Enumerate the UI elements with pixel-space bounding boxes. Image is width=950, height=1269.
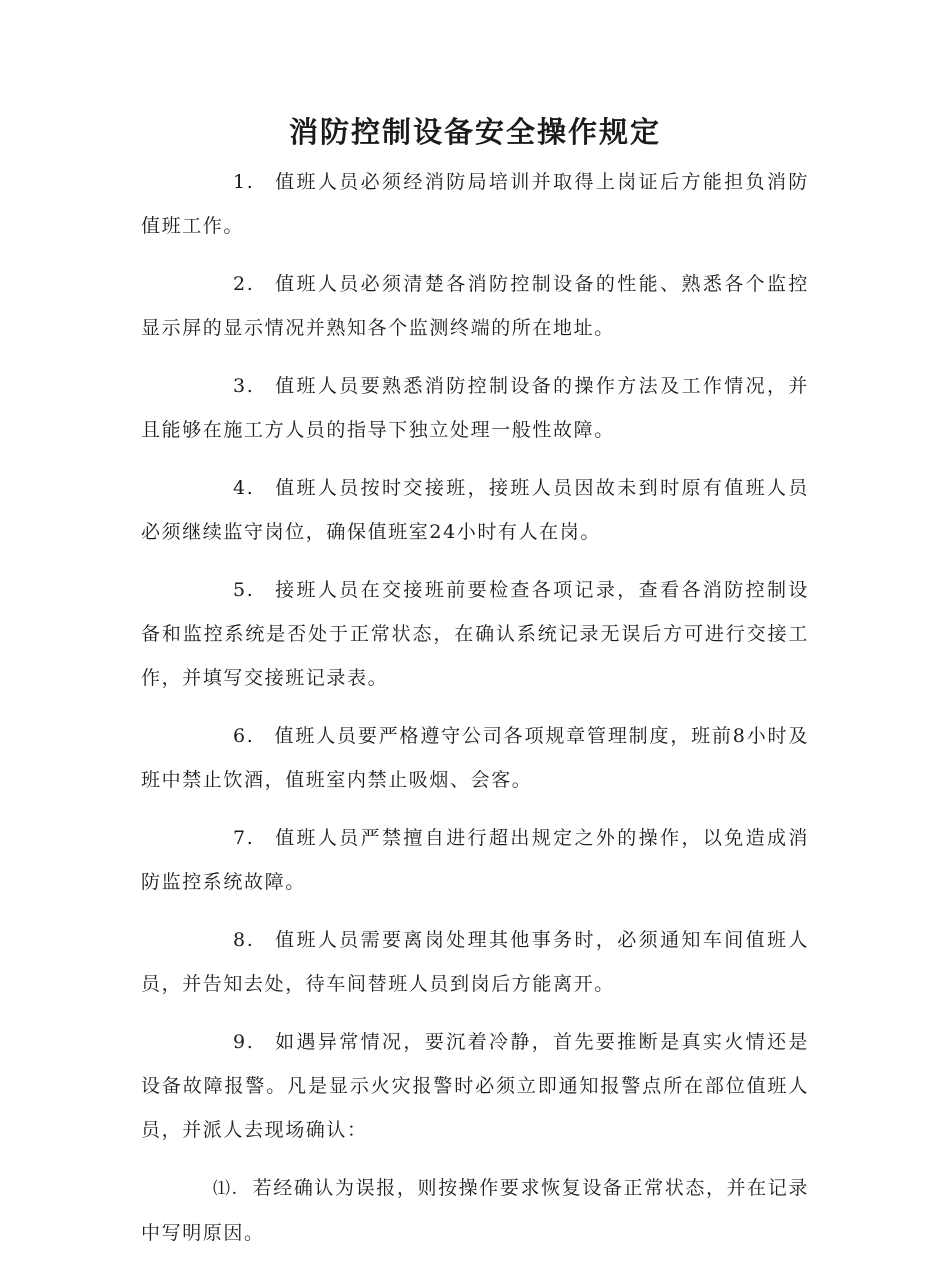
paragraph-number: 2. (233, 273, 255, 295)
paragraph-text: 值班人员要严格遵守公司各项规章管理制度，班前8小时及班中禁止饮酒，值班室内禁止吸烟、会客。 (141, 725, 809, 791)
paragraph-3 (141, 364, 809, 452)
paragraph-number: 1. (233, 171, 255, 193)
paragraph-number: ⑴. (213, 1179, 239, 1199)
paragraph-text: 值班人员必须清楚各消防控制设备的性能、熟悉各个监控显示屏的显示情况并熟知各个监测终端的所在地址。 (141, 273, 809, 339)
paragraph-7 (141, 816, 809, 904)
paragraph-6 (141, 714, 809, 802)
paragraph-number: 8. (233, 929, 255, 951)
paragraph-text: 若经确认为误报，则按操作要求恢复设备正常状态，并在记录中写明原因。 (141, 1177, 809, 1244)
paragraph-5 (141, 568, 809, 700)
paragraph-number: 7. (233, 827, 255, 849)
paragraph-number: 3. (233, 375, 255, 397)
paragraph-number: 9. (233, 1031, 255, 1053)
paragraph-text: 值班人员按时交接班，接班人员因故未到时原有值班人员必须继续监守岗位，确保值班室24小时有人在岗。 (141, 477, 809, 543)
paragraph-2 (141, 262, 809, 350)
paragraph-text: 值班人员严禁擅自进行超出规定之外的操作，以免造成消防监控系统故障。 (141, 827, 809, 893)
paragraph-1 (141, 160, 809, 248)
paragraph-8 (141, 918, 809, 1006)
paragraph-text: 值班人员要熟悉消防控制设备的操作方法及工作情况，并且能够在施工方人员的指导下独立处理一般性故障。 (141, 375, 809, 441)
paragraph-text: 值班人员需要离岗处理其他事务时，必须通知车间值班人员，并告知去处，待车间替班人员到岗后方能离开。 (141, 929, 809, 995)
paragraph-text: 接班人员在交接班前要检查各项记录，查看各消防控制设备和监控系统是否处于正常状态，在确认系统记录无误后方可进行交接工作，并填写交接班记录表。 (141, 579, 809, 689)
paragraph-number: 4. (233, 477, 255, 499)
document-title: 消防控制设备安全操作规定 (288, 115, 661, 149)
paragraph-text: 如遇异常情况，要沉着冷静，首先要推断是真实火情还是设备故障报警。凡是显示火灾报警时必须立即通知报警点所在部位值班人员，并派人去现场确认： (141, 1031, 809, 1141)
paragraph-text: 值班人员必须经消防局培训并取得上岗证后方能担负消防值班工作。 (141, 171, 809, 237)
sub-paragraph-1 (141, 1166, 809, 1255)
paragraph-number: 5. (233, 579, 255, 601)
paragraph-9 (141, 1020, 809, 1152)
document-body (141, 160, 809, 1269)
paragraph-4 (141, 466, 809, 554)
paragraph-number: 6. (233, 725, 255, 747)
